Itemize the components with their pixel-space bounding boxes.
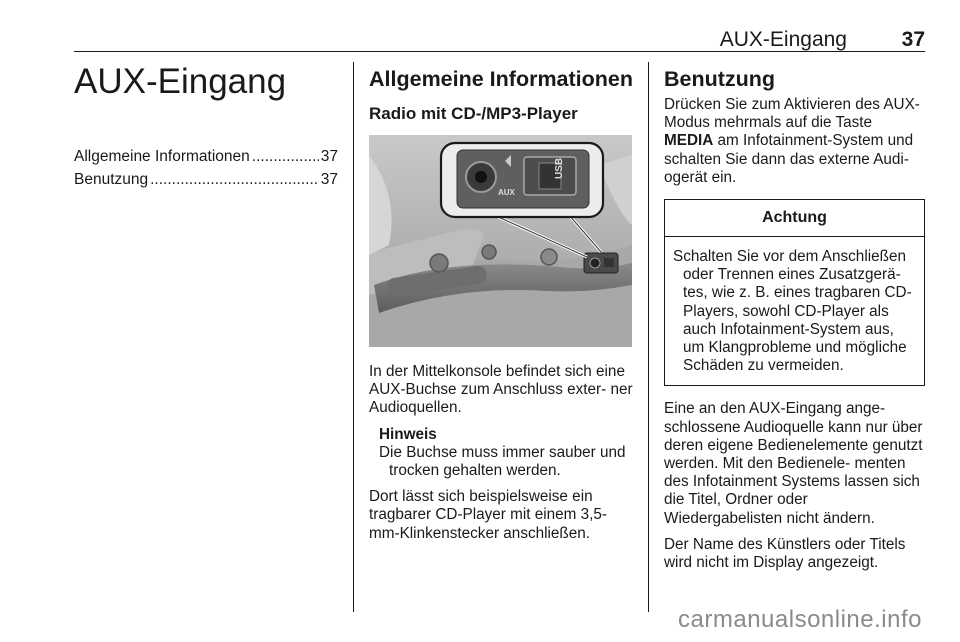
chapter-title: AUX-Eingang [74, 62, 287, 101]
display-paragraph: Der Name des Künstlers oder Titels wird nicht im Display angezeigt. [664, 535, 906, 572]
caution-box [664, 199, 925, 386]
column-general-info [369, 66, 633, 543]
column-divider-right [648, 62, 649, 612]
watermark-text: carmanualsonline.info [678, 606, 922, 633]
aux-socket-label: AUX [498, 188, 515, 197]
toc-entry-label: Allgemeine Informationen [74, 148, 250, 165]
section-heading: Allgemeine Informationen [369, 67, 634, 91]
note-box [379, 426, 633, 481]
console-aux-photo [369, 135, 632, 347]
toc-entry-page: 37 [320, 171, 338, 188]
intro-paragraph: In der Mittelkonsole befindet sich eine AUX-Buchse zum Anschluss exter- ner Audioquellen. [369, 363, 633, 417]
caution-text-rest: oder Trennen eines Zusatzgerä- tes, wie z. B. eines tragbaren CD- Players, sowohl CD-Player als auch Infotainment-System aus, um Klangprobleme und mögliche Schäden zu vermeiden. [683, 266, 912, 375]
control-paragraph: Eine an den AUX-Eingang ange- schlossene Audioquelle kann nur über deren eigene Bedienelemente genutzt werden. Mit den Bedienele- menten des Infotainment Systems lassen sich die Titel, Ordner oder Wiedergabelisten nicht ändern. [664, 400, 923, 527]
header-title: AUX-Eingang [719, 28, 847, 51]
note-title: Hinweis [379, 425, 437, 443]
toc-entry[interactable] [74, 168, 338, 191]
toc-entry-label: Benutzung [74, 171, 149, 188]
toc-leader [252, 145, 319, 168]
column-divider-left [353, 62, 354, 612]
table-of-contents [74, 145, 338, 191]
activation-text-after: am Infotainment-System und schalten Sie dann das externe Audi- ogerät ein. [664, 132, 914, 186]
usage-paragraph: Dort lässt sich beispielsweise ein tragbarer CD-Player mit einem 3,5-mm-Klinkenstecker anschließen. [369, 488, 608, 542]
note-text-line2: trocken gehalten werden. [389, 462, 561, 480]
page-number: 37 [901, 28, 925, 51]
usb-port-label: USB [554, 157, 565, 179]
toc-leader [150, 168, 319, 191]
activation-text-before: Drücken Sie zum Aktivieren des AUX- Modus mehrmals auf die Taste [664, 96, 920, 132]
caution-text-line1: Schalten Sie vor dem Anschließen [673, 248, 906, 266]
caution-title: Achtung [665, 200, 924, 237]
toc-entry[interactable] [74, 145, 338, 168]
toc-entry-page: 37 [320, 148, 338, 165]
note-text-line1: Die Buchse muss immer sauber und [379, 443, 626, 461]
section-heading: Benutzung [664, 67, 776, 91]
subsection-heading: Radio mit CD-/MP3-Player [369, 104, 578, 123]
page-header [74, 28, 925, 52]
header-rule [74, 51, 925, 52]
activation-paragraph [664, 96, 928, 187]
column-usage [664, 66, 928, 572]
media-key-label: MEDIA [664, 132, 714, 150]
caution-body [665, 237, 924, 385]
